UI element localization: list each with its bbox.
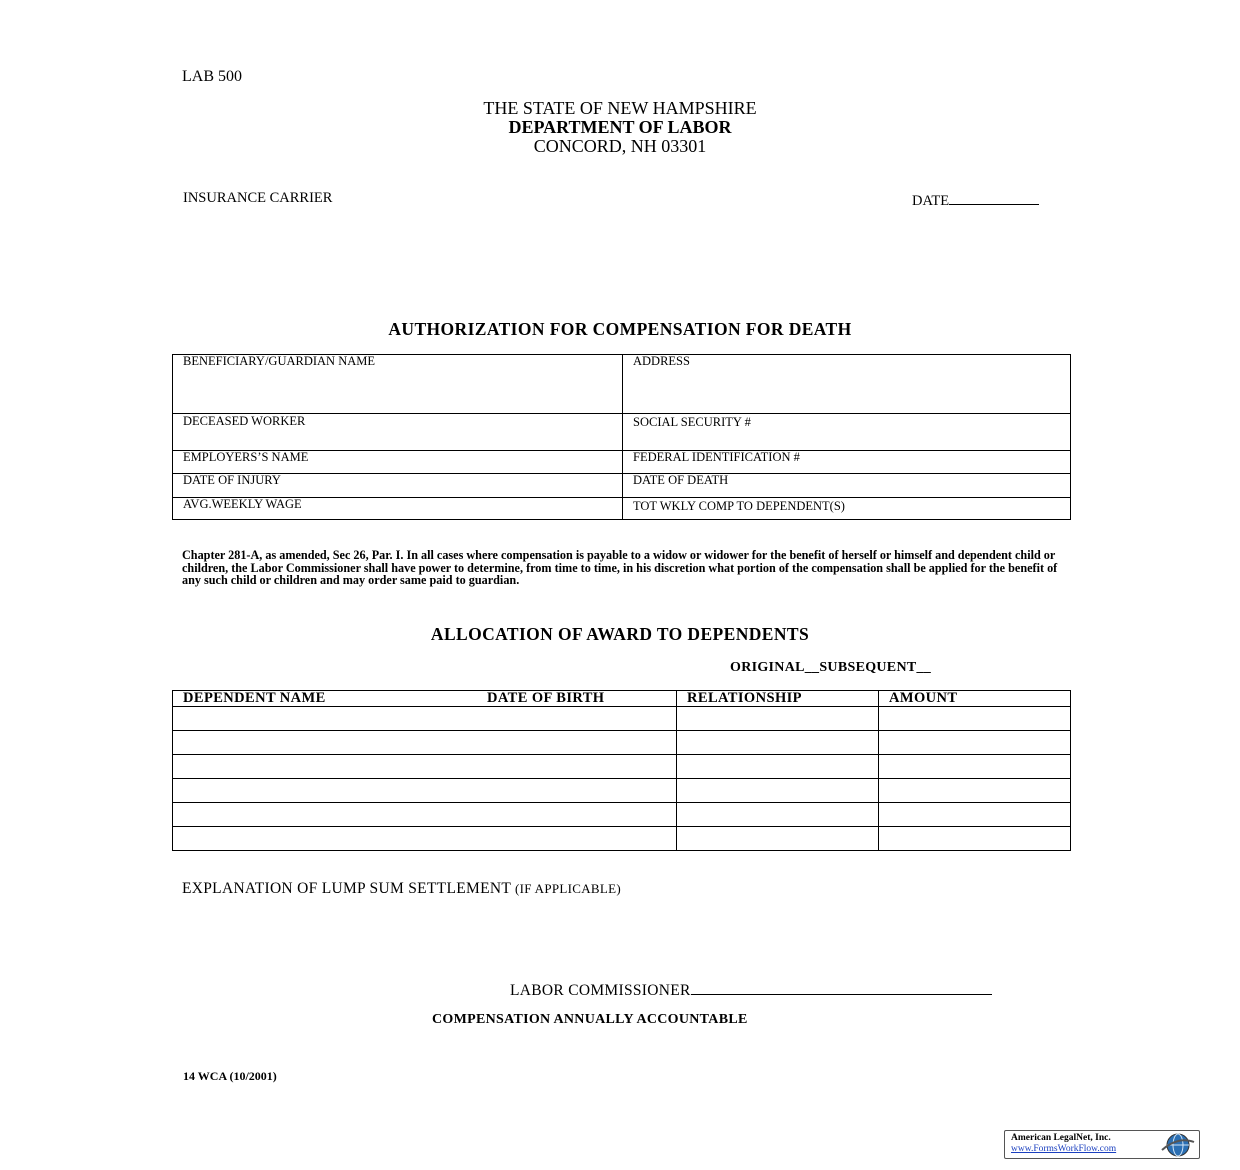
form-id: LAB 500 — [182, 68, 242, 85]
form-revision: 14 WCA (10/2001) — [183, 1069, 277, 1083]
column-header-amount: AMOUNT — [879, 691, 1071, 707]
total-weekly-comp-label: TOT WKLY COMP TO DEPENDENT(S) — [633, 499, 845, 513]
date-of-injury-field[interactable] — [173, 474, 623, 498]
dependent-name-cell[interactable] — [173, 803, 677, 827]
dependent-row — [173, 707, 1071, 731]
column-header-date-of-birth: DATE OF BIRTH — [487, 690, 605, 706]
address-label: ADDRESS — [633, 354, 690, 368]
total-weekly-comp-field[interactable] — [623, 498, 1071, 520]
vendor-logo — [1004, 1130, 1200, 1159]
date-field[interactable] — [912, 190, 1039, 210]
fein-label: FEDERAL IDENTIFICATION # — [633, 450, 800, 464]
dependent-name-cell[interactable] — [173, 755, 677, 779]
lump-sum-label: EXPLANATION OF LUMP SUM SETTLEMENT — [182, 880, 511, 897]
annual-accountability-note: COMPENSATION ANNUALLY ACCOUNTABLE — [432, 1012, 748, 1027]
date-of-injury-label: DATE OF INJURY — [183, 473, 281, 487]
ssn-label: SOCIAL SECURITY # — [633, 415, 751, 429]
lump-sum-note: (IF APPLICABLE) — [515, 881, 621, 896]
relationship-cell[interactable] — [677, 707, 879, 731]
beneficiary-name-field[interactable] — [173, 355, 623, 414]
avg-weekly-wage-field[interactable] — [173, 498, 623, 520]
relationship-cell[interactable] — [677, 803, 879, 827]
department-name: DEPARTMENT OF LABOR — [508, 117, 732, 137]
dependent-row — [173, 779, 1071, 803]
vendor-company-name: American LegalNet, Inc. — [1011, 1133, 1111, 1143]
statute-paragraph: Chapter 281-A, as amended, Sec 26, Par. I. In all cases where compensation is payable to a widow or widower for the benefit of herself or himself and dependent child or children, the Labor Commissioner shall have power to determine, from time to time, in his discretion what portion of the compensation shall be applied for the benefit of any such child or children and may order same paid to guardian. — [182, 548, 1058, 588]
vendor-url-link[interactable]: www.FormsWorkFlow.com — [1011, 1144, 1117, 1154]
dependents-table-header — [173, 691, 1071, 707]
date-label: DATE — [912, 193, 950, 209]
dependent-name-cell[interactable] — [173, 827, 677, 851]
labor-commissioner-signature[interactable] — [510, 980, 992, 1000]
dependent-row — [173, 755, 1071, 779]
column-header-relationship: RELATIONSHIP — [677, 691, 879, 707]
amount-cell[interactable] — [879, 803, 1071, 827]
relationship-cell[interactable] — [677, 779, 879, 803]
dependent-name-cell[interactable] — [173, 707, 677, 731]
address-field[interactable] — [623, 355, 1071, 414]
beneficiary-name-label: BENEFICIARY/GUARDIAN NAME — [183, 354, 376, 368]
globe-icon — [1158, 1132, 1196, 1158]
signature-blank-line[interactable] — [691, 980, 992, 995]
lump-sum-explanation — [182, 880, 621, 898]
fein-field[interactable] — [623, 451, 1071, 474]
dependent-row — [173, 803, 1071, 827]
deceased-worker-field[interactable] — [173, 414, 623, 451]
deceased-worker-label: DECEASED WORKER — [183, 414, 306, 428]
amount-cell[interactable] — [879, 779, 1071, 803]
dependent-row — [173, 731, 1071, 755]
relationship-cell[interactable] — [677, 827, 879, 851]
state-name: THE STATE OF NEW HAMPSHIRE — [483, 98, 757, 118]
ssn-field[interactable] — [623, 414, 1071, 451]
relationship-cell[interactable] — [677, 755, 879, 779]
labor-commissioner-label: LABOR COMMISSIONER — [510, 982, 691, 999]
amount-cell[interactable] — [879, 827, 1071, 851]
section-title-allocation: ALLOCATION OF AWARD TO DEPENDENTS — [430, 624, 810, 644]
amount-cell[interactable] — [879, 731, 1071, 755]
dependents-table — [172, 690, 1071, 851]
insurance-carrier-label: INSURANCE CARRIER — [183, 190, 333, 206]
dependent-row — [173, 827, 1071, 851]
amount-cell[interactable] — [879, 707, 1071, 731]
employer-name-label: EMPLOYERS’S NAME — [183, 450, 309, 464]
claim-info-table — [172, 354, 1071, 520]
amount-cell[interactable] — [879, 755, 1071, 779]
date-blank-line[interactable] — [949, 190, 1039, 205]
employer-name-field[interactable] — [173, 451, 623, 474]
department-address: CONCORD, NH 03301 — [533, 136, 707, 156]
date-of-death-field[interactable] — [623, 474, 1071, 498]
date-of-death-label: DATE OF DEATH — [633, 473, 729, 487]
column-header-dependent-name: DEPENDENT NAME DATE OF BIRTH — [173, 691, 677, 707]
relationship-cell[interactable] — [677, 731, 879, 755]
dependent-name-cell[interactable] — [173, 731, 677, 755]
section-title-authorization: AUTHORIZATION FOR COMPENSATION FOR DEATH — [388, 319, 852, 339]
dependent-name-cell[interactable] — [173, 779, 677, 803]
original-subsequent-selector[interactable]: ORIGINAL__SUBSEQUENT__ — [730, 660, 932, 675]
avg-weekly-wage-label: AVG.WEEKLY WAGE — [183, 497, 302, 511]
